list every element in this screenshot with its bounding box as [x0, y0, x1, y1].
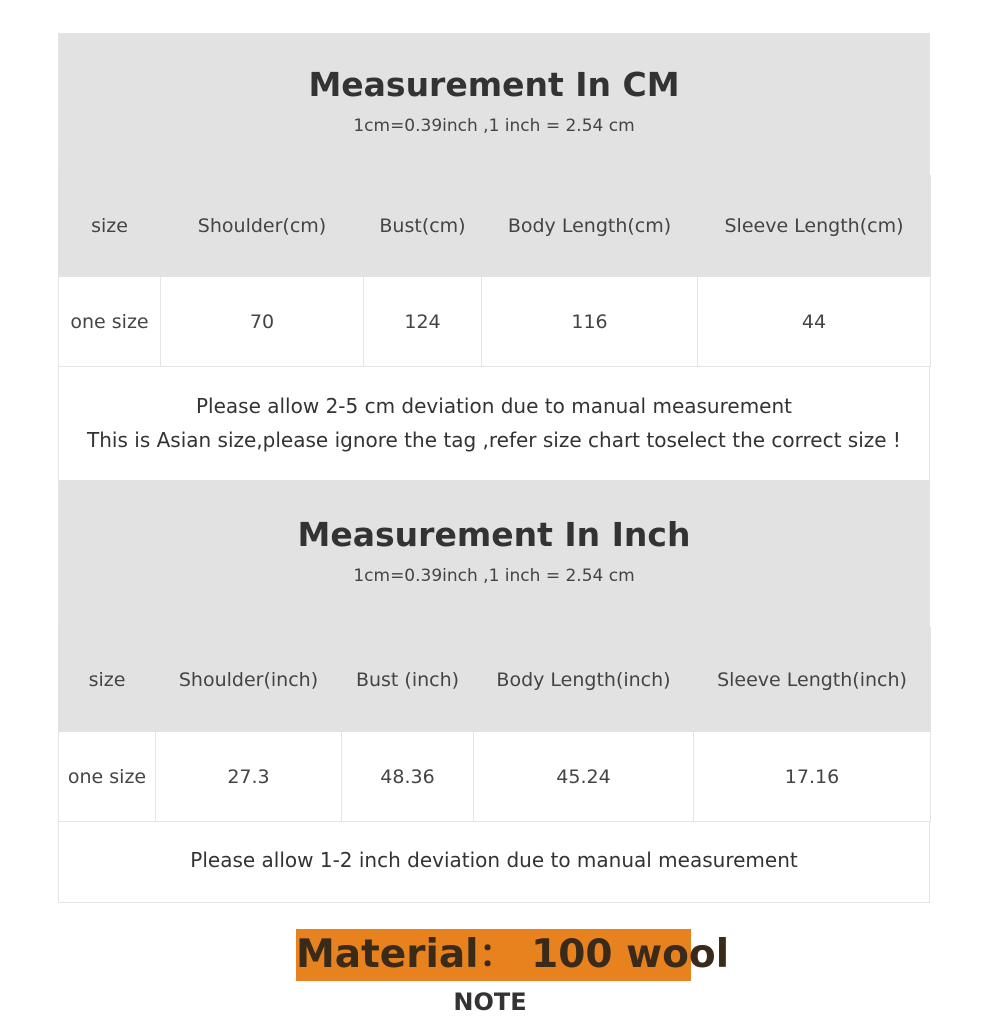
inch-title-area [58, 481, 930, 627]
cell: 44 [698, 277, 931, 367]
cm-conversion: 1cm=0.39inch ,1 inch = 2.54 cm [353, 116, 635, 136]
header-cell: Bust (inch) [342, 628, 474, 732]
note-heading: NOTE [453, 988, 527, 1016]
note-line: This is Asian size,please ignore the tag ,refer size chart toselect the correct size ! [87, 428, 901, 452]
header-cell: Body Length(cm) [482, 176, 698, 277]
inch-header-row [59, 628, 931, 732]
cm-header-row [59, 176, 931, 277]
material-label: Material： 100 wool [296, 929, 691, 981]
header-cell: Sleeve Length(inch) [694, 628, 931, 732]
header-cell: Sleeve Length(cm) [698, 176, 931, 277]
header-cell: Body Length(inch) [474, 628, 694, 732]
cell: 17.16 [694, 732, 931, 822]
inch-notes [58, 821, 930, 903]
cell: 27.3 [156, 732, 342, 822]
cell: 70 [161, 277, 364, 367]
header-cell: Shoulder(cm) [161, 176, 364, 277]
cell: 48.36 [342, 732, 474, 822]
note-line: Please allow 2-5 cm deviation due to manual measurement [195, 394, 792, 418]
cm-title: Measurement In CM [308, 65, 680, 104]
cell: 124 [364, 277, 482, 367]
cell: 116 [482, 277, 698, 367]
header-cell: Bust(cm) [364, 176, 482, 277]
cm-table [58, 175, 931, 367]
inch-conversion: 1cm=0.39inch ,1 inch = 2.54 cm [353, 566, 635, 586]
header-cell: size [59, 628, 156, 732]
header-cell: Shoulder(inch) [156, 628, 342, 732]
table-row [59, 277, 931, 367]
cell: one size [59, 277, 161, 367]
inch-table [58, 627, 931, 822]
cm-notes [58, 366, 930, 481]
cm-title-area [58, 33, 930, 175]
table-row [59, 732, 931, 822]
inch-title: Measurement In Inch [297, 515, 691, 554]
note-line: Please allow 1-2 inch deviation due to manual measurement [190, 848, 798, 872]
header-cell: size [59, 176, 161, 277]
cell: 45.24 [474, 732, 694, 822]
cell: one size [59, 732, 156, 822]
